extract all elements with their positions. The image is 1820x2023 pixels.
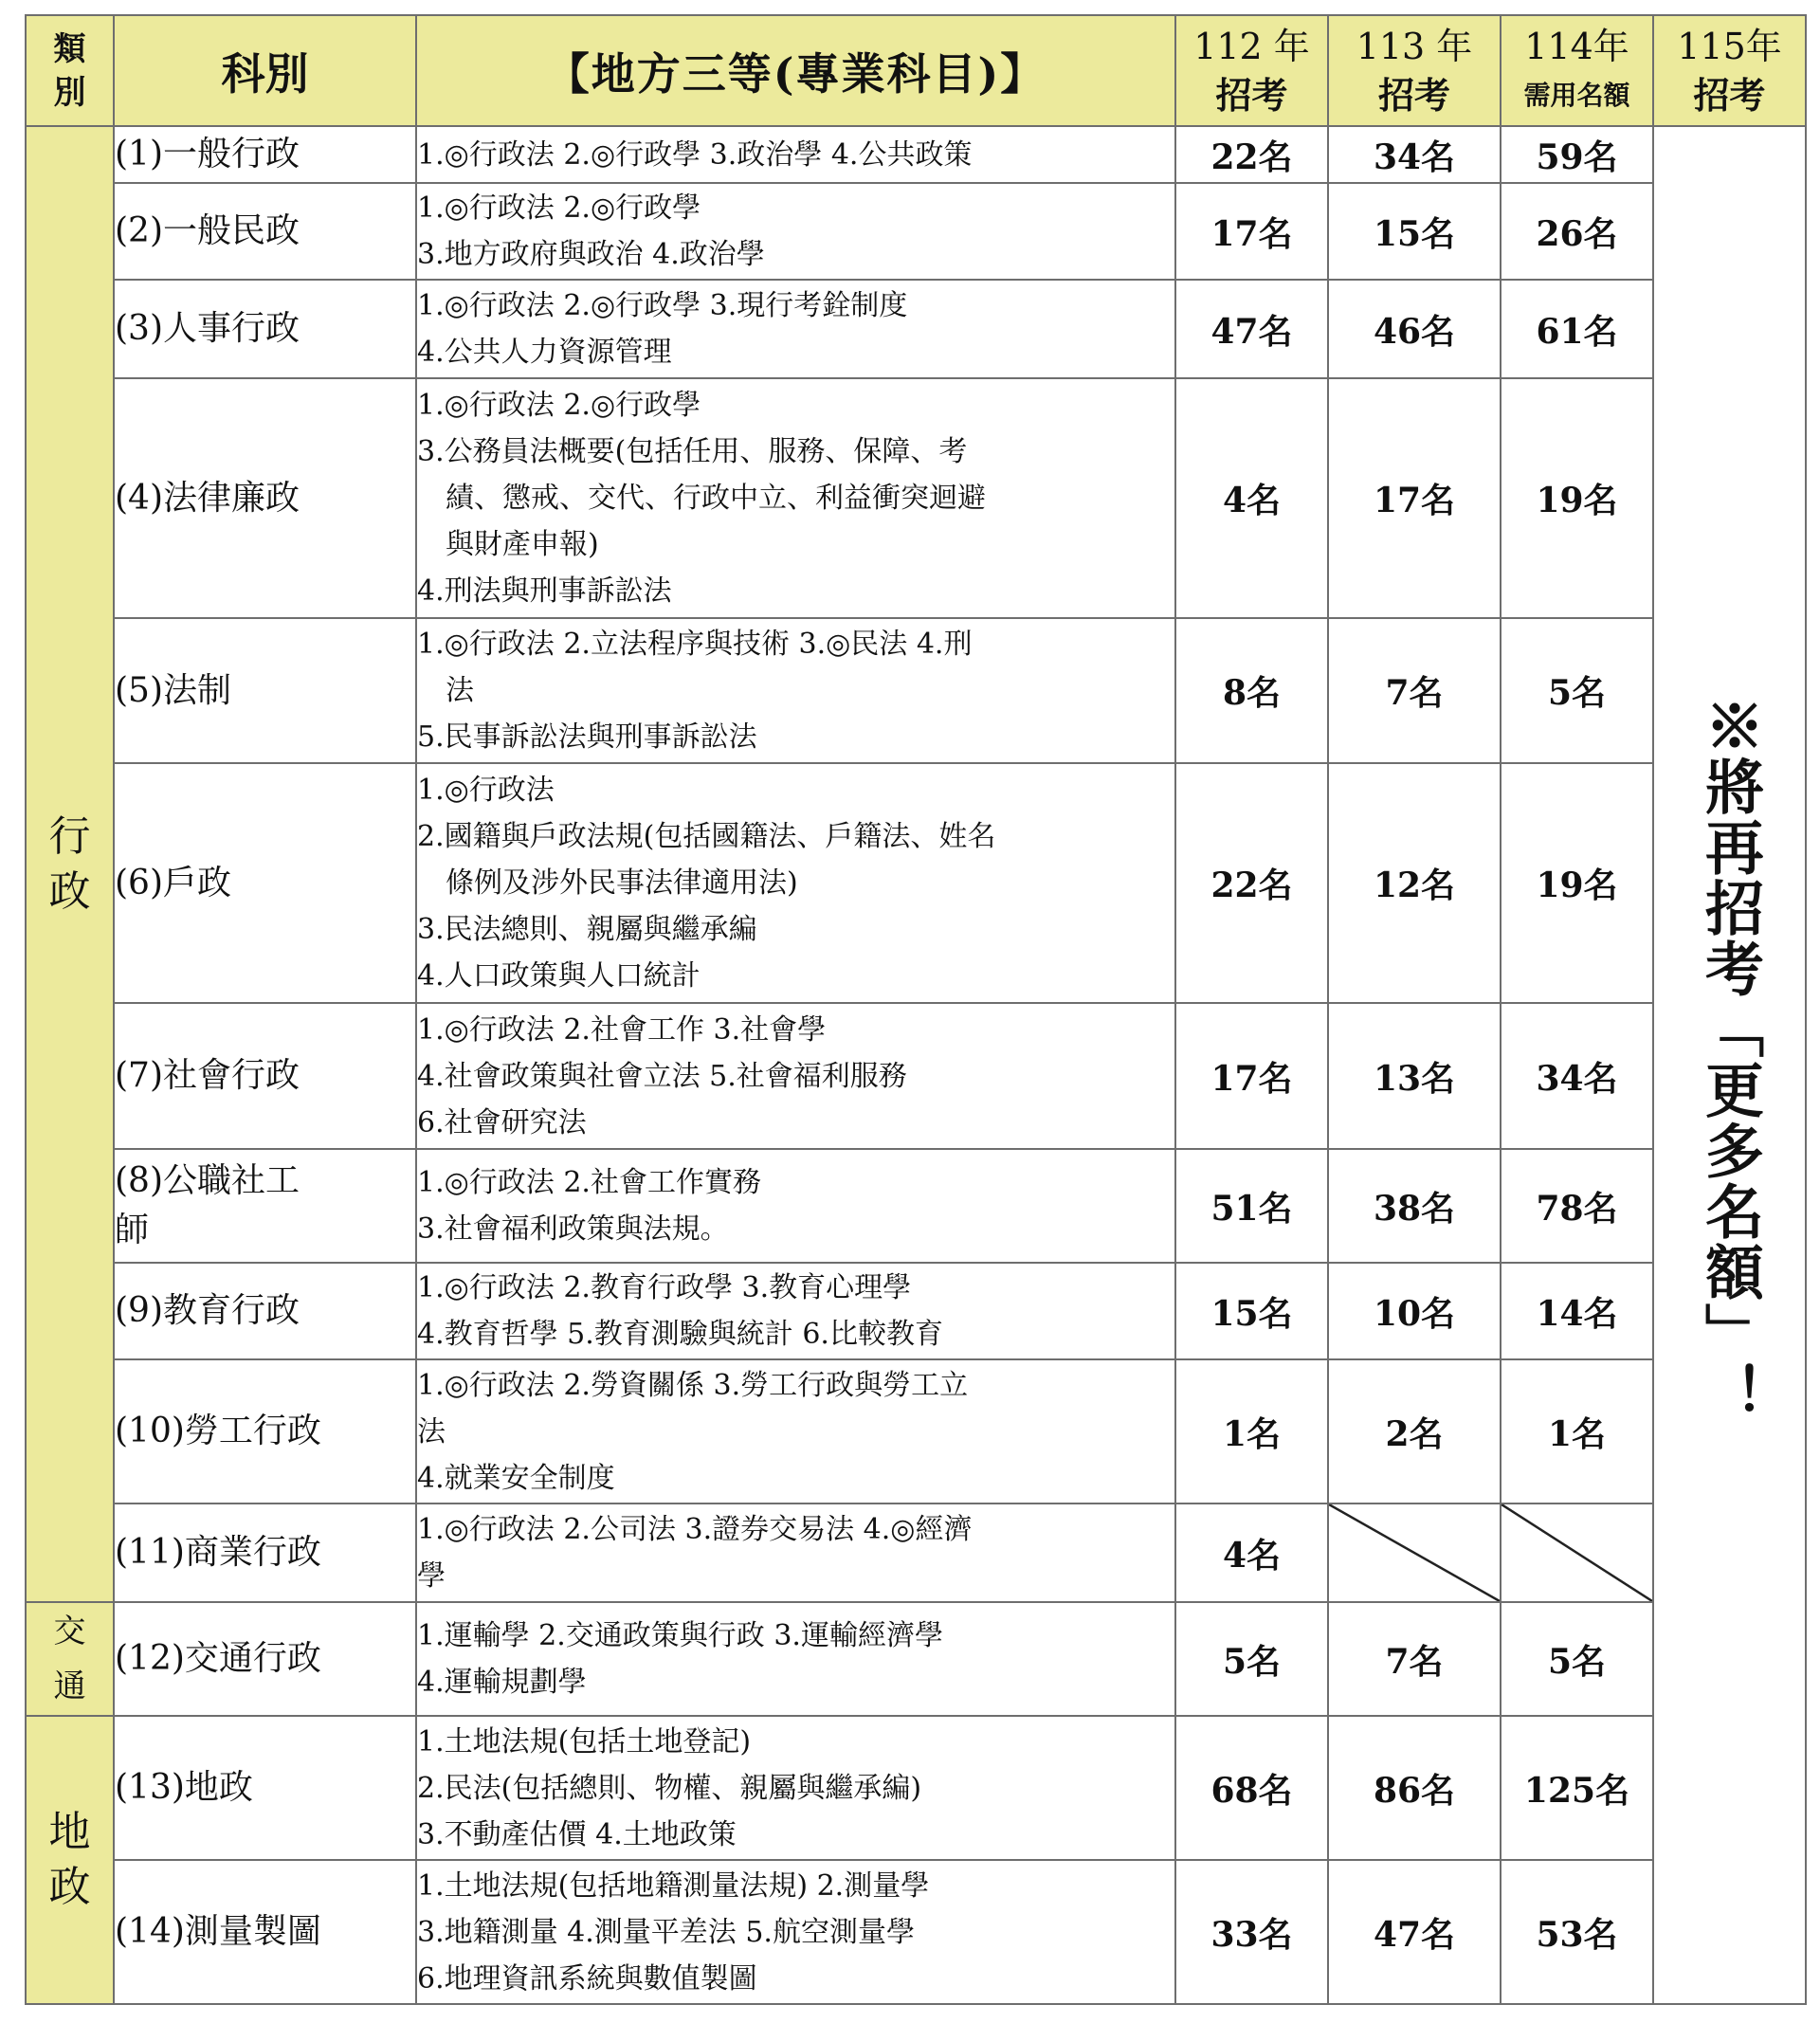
exam-subjects-cell — [416, 1860, 1175, 2004]
table-row — [26, 618, 1806, 763]
exam-subjects-cell — [416, 1263, 1175, 1359]
exam-subject-line: 1.◎行政法 2.社會工作實務 — [417, 1166, 761, 1199]
exam-subject-line: 4.運輸規劃學 — [417, 1666, 587, 1699]
table-row — [26, 126, 1806, 183]
header-title: 【地方三等(專業科目)】 — [416, 15, 1175, 126]
subject-cell: (3)人事行政 — [114, 280, 416, 378]
quota-y113: 13名 — [1328, 1003, 1501, 1149]
quota-y113: 15名 — [1328, 183, 1501, 280]
exam-subject-line: 1.運輸學 2.交通政策與行政 3.運輸經濟學 — [417, 1619, 943, 1652]
quota-y112: 33名 — [1175, 1860, 1328, 2004]
exam-subject-line: 學 — [417, 1559, 446, 1593]
exam-subjects-cell — [416, 1359, 1175, 1504]
exam-subject-line: 1.土地法規(包括地籍測量法規) 2.測量學 — [417, 1868, 930, 1903]
subject-cell: (5)法制 — [114, 618, 416, 763]
quota-y112: 17名 — [1175, 1003, 1328, 1149]
quota-y114: 19名 — [1501, 763, 1653, 1003]
header-year-112: 112 年 招考 — [1175, 15, 1328, 126]
subject-cell: (2)一般民政 — [114, 183, 416, 280]
exam-subjects-cell — [416, 1149, 1175, 1263]
quota-y114: 5名 — [1501, 1602, 1653, 1716]
table-row — [26, 1716, 1806, 1860]
exam-subject-line: 4.人口政策與人口統計 — [417, 959, 701, 993]
category-label: 地政 — [48, 1808, 91, 1911]
exam-subjects-cell — [416, 1716, 1175, 1860]
header-year-115: 115年 招考 — [1653, 15, 1806, 126]
category-label: 交通 — [53, 1613, 86, 1705]
quota-y112: 17名 — [1175, 183, 1328, 280]
exam-subject-line: 與財產申報) — [446, 528, 599, 561]
quota-y113: 17名 — [1328, 378, 1501, 618]
exam-subject-line: 4.公共人力資源管理 — [417, 336, 672, 369]
quota-y112: 22名 — [1175, 763, 1328, 1003]
quota-y113: 38名 — [1328, 1149, 1501, 1263]
not-offered-cell — [1328, 1504, 1501, 1602]
exam-subjects-cell — [416, 1504, 1175, 1602]
exam-subject-line: 3.公務員法概要(包括任用、服務、保障、考 — [417, 435, 968, 468]
table-row — [26, 1860, 1806, 2004]
exam-subject-line: 1.◎行政法 2.◎行政學 — [417, 389, 701, 422]
exam-subject-line: 4.教育哲學 5.教育測驗與統計 6.比較教育 — [417, 1318, 943, 1351]
quota-y114: 53名 — [1501, 1860, 1653, 2004]
exam-subject-line: 法 — [446, 674, 474, 707]
exam-subjects-cell — [416, 280, 1175, 378]
quota-y112: 15名 — [1175, 1263, 1328, 1359]
category-label: 行政 — [48, 811, 91, 916]
exam-subjects-cell — [416, 618, 1175, 763]
exam-subject-line: 4.社會政策與社會立法 5.社會福利服務 — [417, 1059, 907, 1093]
header-year-113: 113 年 招考 — [1328, 15, 1501, 126]
exam-subjects-cell — [416, 763, 1175, 1003]
exam-subject-line: 1.◎行政法 2.◎行政學 — [417, 191, 701, 225]
quota-y114: 61名 — [1501, 280, 1653, 378]
quota-y114: 5名 — [1501, 618, 1653, 763]
exam-subject-line: 6.社會研究法 — [417, 1105, 587, 1139]
subject-cell: (11)商業行政 — [114, 1504, 416, 1602]
quota-y112: 22名 — [1175, 126, 1328, 183]
quota-y114: 59名 — [1501, 126, 1653, 183]
subject-cell: (13)地政 — [114, 1716, 416, 1860]
table-row — [26, 1003, 1806, 1149]
table-row — [26, 378, 1806, 618]
exam-subject-line: 1.◎行政法 2.教育行政學 3.教育心理學 — [417, 1271, 912, 1304]
quota-y113: 46名 — [1328, 280, 1501, 378]
exam-subject-line: 1.◎行政法 2.◎行政學 3.政治學 4.公共政策 — [417, 137, 973, 172]
table-row — [26, 1263, 1806, 1359]
subject-cell: (14)測量製圖 — [114, 1860, 416, 2004]
header-category: 類別 — [26, 15, 114, 126]
table-row — [26, 183, 1806, 280]
quota-y114: 78名 — [1501, 1149, 1653, 1263]
table-row — [26, 280, 1806, 378]
exam-subject-line: 1.土地法規(包括土地登記) — [417, 1724, 752, 1759]
subject-cell: (9)教育行政 — [114, 1263, 416, 1359]
table-row — [26, 1504, 1806, 1602]
subject-cell: (4)法律廉政 — [114, 378, 416, 618]
exam-subject-line: 3.不動產估價 4.土地政策 — [417, 1817, 737, 1851]
category-cell — [26, 126, 114, 1602]
category-cell — [26, 1716, 114, 2004]
quota-y112: 51名 — [1175, 1149, 1328, 1263]
table-row — [26, 1359, 1806, 1504]
subject-cell — [114, 1149, 416, 1263]
quota-y114: 19名 — [1501, 378, 1653, 618]
quota-y114: 26名 — [1501, 183, 1653, 280]
quota-y113: 86名 — [1328, 1716, 1501, 1860]
exam-subject-line: 5.民事訴訟法與刑事訴訟法 — [417, 720, 757, 754]
subject-line: (8)公職社工 — [115, 1161, 300, 1200]
exam-subjects-cell — [416, 183, 1175, 280]
exam-subject-line: 4.刑法與刑事訴訟法 — [417, 574, 672, 608]
category-cell — [26, 1602, 114, 1716]
quota-y113: 12名 — [1328, 763, 1501, 1003]
subject-line: 師 — [115, 1211, 150, 1249]
table-row — [26, 763, 1806, 1003]
not-offered-cell — [1501, 1504, 1653, 1602]
quota-y113: 10名 — [1328, 1263, 1501, 1359]
quota-y112: 47名 — [1175, 280, 1328, 378]
quota-y112: 5名 — [1175, 1602, 1328, 1716]
quota-y112: 68名 — [1175, 1716, 1328, 1860]
exam-subjects-cell — [416, 378, 1175, 618]
subject-cell: (6)戶政 — [114, 763, 416, 1003]
exam-subject-line: 1.◎行政法 — [417, 774, 555, 807]
header-subject: 科別 — [114, 15, 416, 126]
quota-y112: 4名 — [1175, 378, 1328, 618]
exam-subjects-cell — [416, 126, 1175, 183]
exam-subject-line: 1.◎行政法 2.立法程序與技術 3.◎民法 4.刑 — [417, 628, 973, 661]
exam-subject-line: 1.◎行政法 2.公司法 3.證券交易法 4.◎經濟 — [417, 1513, 973, 1546]
table-row — [26, 1602, 1806, 1716]
exam-subject-line: 6.地理資訊系統與數值製圖 — [417, 1961, 757, 1996]
exam-subject-line: 4.就業安全制度 — [417, 1461, 615, 1495]
subject-cell: (1)一般行政 — [114, 126, 416, 183]
quota-y114: 14名 — [1501, 1263, 1653, 1359]
exam-subject-line: 條例及涉外民事法律適用法) — [446, 866, 798, 900]
exam-subject-line: 2.國籍與戶政法規(包括國籍法、戶籍法、姓名 — [417, 820, 996, 853]
subject-cell: (7)社會行政 — [114, 1003, 416, 1149]
quota-y113: 7名 — [1328, 1602, 1501, 1716]
quota-y112: 8名 — [1175, 618, 1328, 763]
quota-y114: 1名 — [1501, 1359, 1653, 1504]
table-row — [26, 1149, 1806, 1263]
quota-y112: 4名 — [1175, 1504, 1328, 1602]
exam-subject-line: 2.民法(包括總則、物權、親屬與繼承編) — [417, 1771, 922, 1805]
quota-y112: 1名 — [1175, 1359, 1328, 1504]
exam-subjects-cell — [416, 1602, 1175, 1716]
quota-y113: 47名 — [1328, 1860, 1501, 2004]
exam-subject-line: 3.地方政府與政治 4.政治學 — [417, 238, 765, 271]
year-115-note — [1653, 126, 1806, 2004]
quota-y113: 7名 — [1328, 618, 1501, 763]
exam-subject-line: 績、懲戒、交代、行政中立、利益衝突迴避 — [446, 482, 986, 515]
exam-subject-line: 1.◎行政法 2.社會工作 3.社會學 — [417, 1012, 827, 1047]
exam-subject-line: 1.◎行政法 2.◎行政學 3.現行考銓制度 — [417, 289, 908, 322]
exam-subject-line: 1.◎行政法 2.勞資關係 3.勞工行政與勞工立 — [417, 1368, 969, 1402]
exam-subject-line: 3.社會福利政策與法規。 — [417, 1212, 729, 1246]
exam-subject-line: 法 — [417, 1414, 446, 1449]
note-text: ※將再招考「更多名額」！ — [1695, 695, 1765, 1424]
subject-cell: (10)勞工行政 — [114, 1359, 416, 1504]
exam-subject-line: 3.地籍測量 4.測量平差法 5.航空測量學 — [417, 1915, 915, 1949]
exam-subject-line: 3.民法總則、親屬與繼承編 — [417, 913, 757, 946]
quota-y113: 2名 — [1328, 1359, 1501, 1504]
exam-subjects-table — [25, 14, 1807, 2005]
quota-y114: 34名 — [1501, 1003, 1653, 1149]
quota-y113: 34名 — [1328, 126, 1501, 183]
quota-y114: 125名 — [1501, 1716, 1653, 1860]
header-row — [26, 15, 1806, 126]
exam-subjects-cell — [416, 1003, 1175, 1149]
header-year-114: 114年 需用名額 — [1501, 15, 1653, 126]
subject-cell: (12)交通行政 — [114, 1602, 416, 1716]
